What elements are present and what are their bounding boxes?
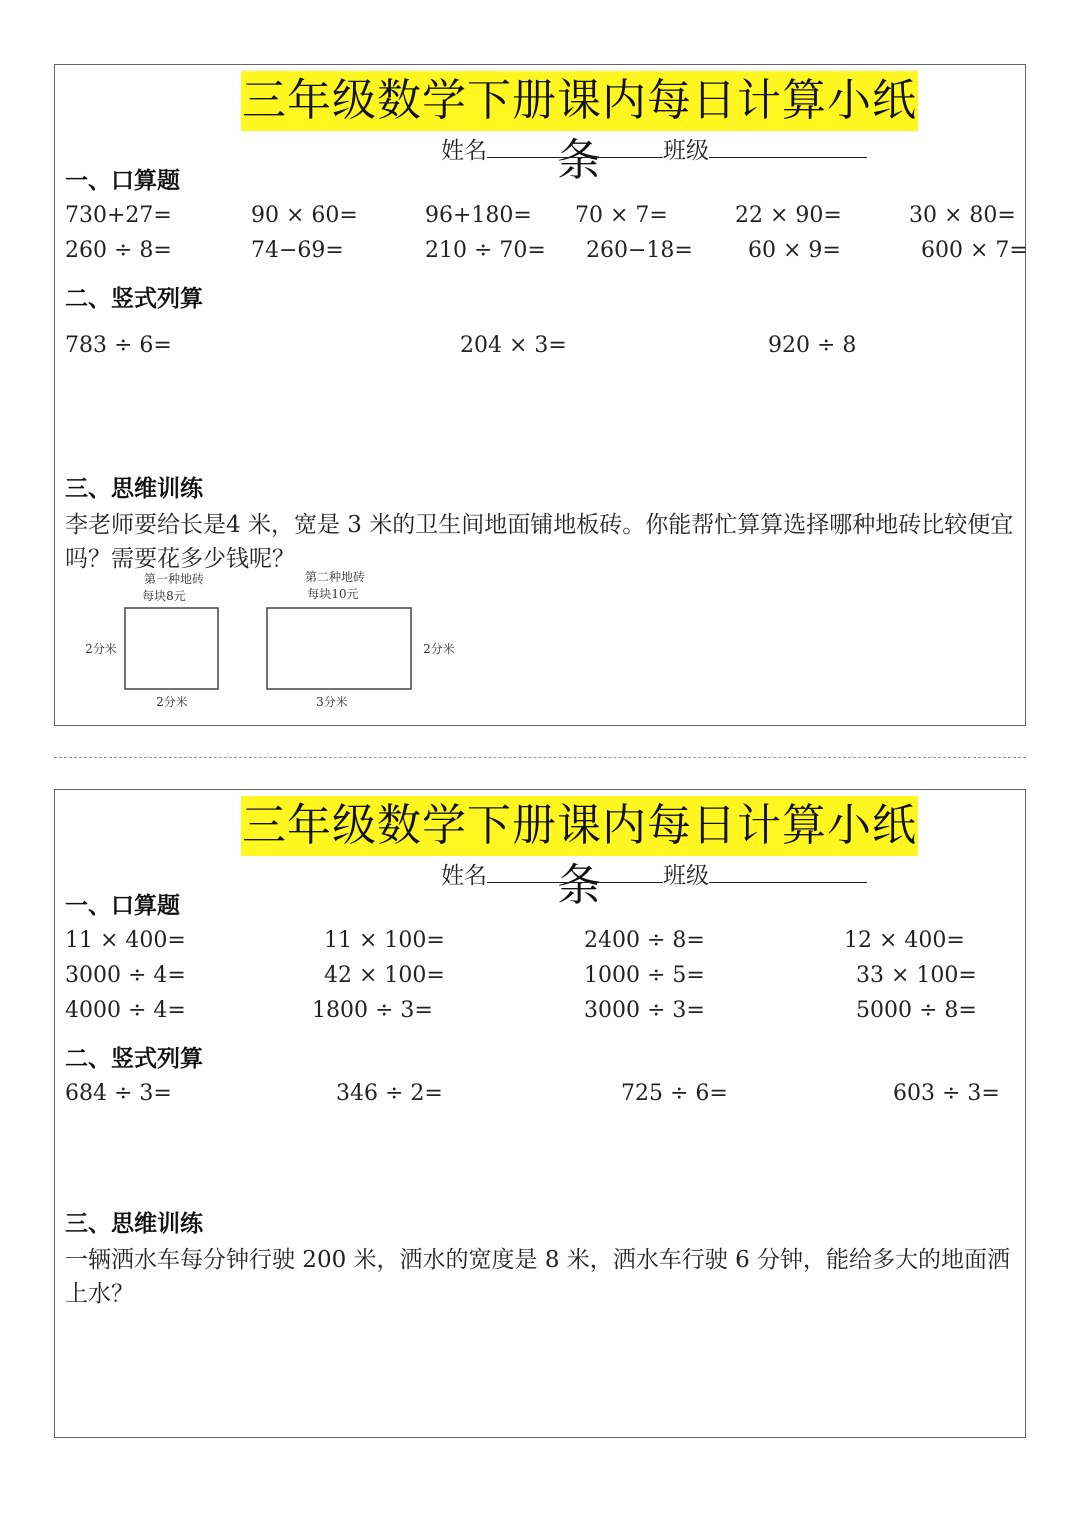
section-oral-heading: 一、口算题	[65, 167, 180, 194]
section-oral-heading: 一、口算题	[65, 892, 180, 919]
section-vertical-heading: 二、竖式列算	[65, 1045, 203, 1072]
name-label: 姓名	[441, 863, 487, 889]
tile1-side-length: 2分米	[85, 642, 117, 656]
oral-problem: 3000 ÷ 4=	[65, 963, 186, 988]
tile1-name: 第一种地砖	[143, 572, 205, 586]
oral-problem: 1000 ÷ 5=	[584, 963, 705, 988]
vertical-problem: 684 ÷ 3=	[65, 1081, 172, 1106]
student-info	[441, 133, 867, 166]
tile-diagram	[79, 565, 479, 713]
oral-problem: 60 × 9=	[748, 238, 841, 263]
vertical-problem: 346 ÷ 2=	[336, 1081, 443, 1106]
class-label: 班级	[663, 863, 709, 889]
oral-problem: 11 × 400=	[65, 928, 186, 953]
worksheet-title: 三年级数学下册课内每日计算小纸条	[241, 71, 918, 131]
oral-problem: 30 × 80=	[909, 203, 1016, 228]
oral-problem: 1800 ÷ 3=	[312, 998, 433, 1023]
oral-problem: 260−18=	[586, 238, 693, 263]
word-problem: 李老师要给长是4 米，宽是 3 米的卫生间地面铺地板砖。你能帮忙算算选择哪种地砖比较便宜吗？需要花多少钱呢？	[65, 512, 1014, 572]
oral-problem: 70 × 7=	[575, 203, 668, 228]
worksheet-title: 三年级数学下册课内每日计算小纸条	[241, 796, 918, 856]
oral-problem: 42 × 100=	[324, 963, 445, 988]
tile1-square	[125, 608, 218, 689]
oral-problem: 33 × 100=	[856, 963, 977, 988]
student-info	[441, 858, 867, 891]
section-thinking-heading: 三、思维训练	[65, 475, 203, 502]
section-thinking-heading: 三、思维训练	[65, 1210, 203, 1237]
worksheet-card-2	[54, 789, 1026, 1438]
oral-problem: 260 ÷ 8=	[65, 238, 172, 263]
cut-line	[54, 757, 1026, 758]
vertical-problem: 725 ÷ 6=	[621, 1081, 728, 1106]
vertical-problem: 204 × 3=	[460, 333, 567, 358]
oral-problem: 210 ÷ 70=	[425, 238, 546, 263]
oral-problem: 90 × 60=	[251, 203, 358, 228]
oral-problem: 12 × 400=	[844, 928, 965, 953]
class-blank[interactable]	[709, 133, 867, 158]
oral-problem: 11 × 100=	[324, 928, 445, 953]
oral-problem: 600 × 7=	[921, 238, 1028, 263]
word-problem: 一辆洒水车每分钟行驶 200 米，洒水的宽度是 8 米，洒水车行驶 6 分钟，能给多大的地面洒上水？	[65, 1247, 1011, 1307]
tile1-price: 每块8元	[142, 589, 186, 603]
vertical-problem: 920 ÷ 8	[768, 333, 857, 358]
tile1-bottom-length: 2分米	[156, 695, 188, 709]
oral-problem: 4000 ÷ 4=	[65, 998, 186, 1023]
name-blank[interactable]	[487, 858, 663, 883]
section-vertical-heading: 二、竖式列算	[65, 285, 203, 312]
oral-problem: 2400 ÷ 8=	[584, 928, 705, 953]
oral-problem: 730+27=	[65, 203, 172, 228]
oral-problem: 22 × 90=	[735, 203, 842, 228]
tile2-rectangle	[267, 608, 411, 689]
name-label: 姓名	[441, 138, 487, 164]
tile2-bottom-length: 3分米	[316, 695, 348, 709]
oral-problem: 3000 ÷ 3=	[584, 998, 705, 1023]
worksheet-card-1	[54, 64, 1026, 726]
oral-problem: 5000 ÷ 8=	[856, 998, 977, 1023]
class-label: 班级	[663, 138, 709, 164]
oral-problem: 74−69=	[251, 238, 344, 263]
tile2-price: 每块10元	[307, 587, 359, 601]
vertical-problem: 783 ÷ 6=	[65, 333, 172, 358]
tile2-side-length: 2分米	[423, 642, 455, 656]
vertical-problem: 603 ÷ 3=	[893, 1081, 1000, 1106]
tile2-name: 第二种地砖	[304, 570, 366, 584]
name-blank[interactable]	[487, 133, 663, 158]
oral-problem: 96+180=	[425, 203, 532, 228]
class-blank[interactable]	[709, 858, 867, 883]
